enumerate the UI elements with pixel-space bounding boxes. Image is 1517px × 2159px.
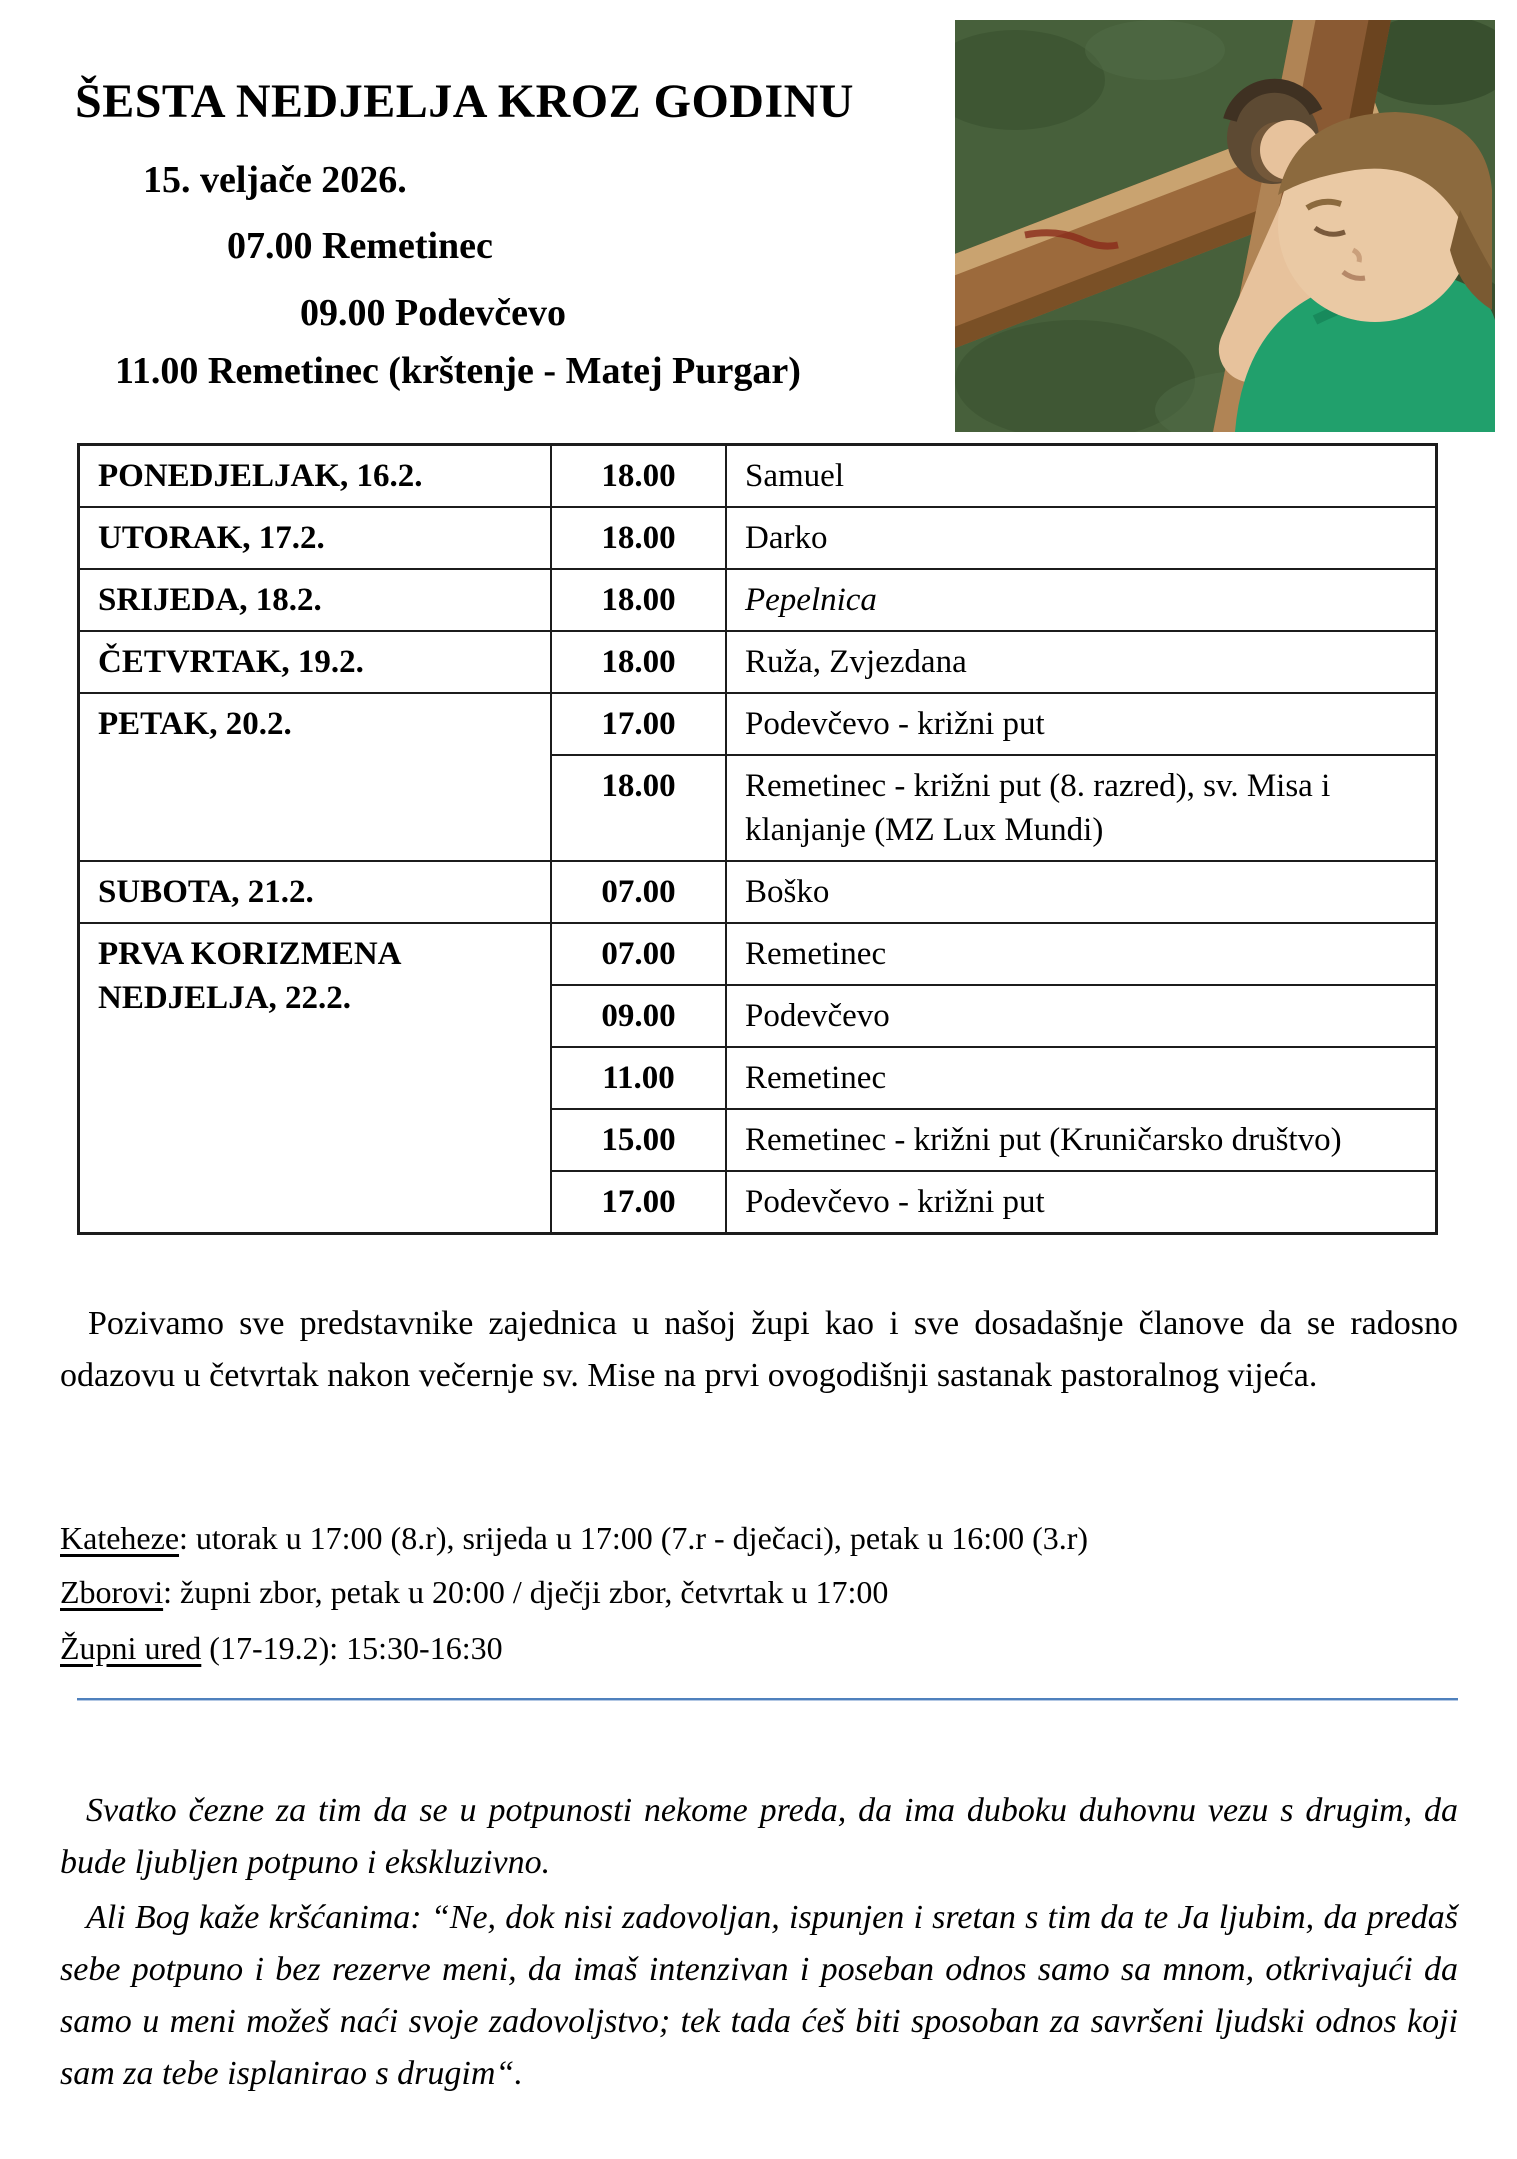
time-cell: 18.00 [551, 445, 726, 508]
choirs-line [60, 1572, 888, 1612]
time-cell: 18.00 [551, 569, 726, 631]
description-cell: Podevčevo [726, 985, 1437, 1047]
catechesis-line [60, 1518, 1088, 1558]
description-cell: Remetinec - križni put (Kruničarsko društvo) [726, 1109, 1437, 1171]
description-cell: Darko [726, 507, 1437, 569]
description-cell: Podevčevo - križni put [726, 693, 1437, 755]
parish-office-text: (17-19.2): 15:30-16:30 [201, 1630, 503, 1666]
section-divider [77, 1698, 1458, 1701]
table-row [79, 507, 1437, 569]
description-cell: Remetinec [726, 1047, 1437, 1109]
day-cell: SRIJEDA, 18.2. [79, 569, 552, 631]
table-row [79, 693, 1437, 755]
mass-time-2: 09.00 Podevčevo [300, 292, 566, 334]
reflection-paragraph-1: Svatko čezne za tim da se u potpunosti nekome preda, da ima duboku duhovnu vezu s drugim, da bude ljubljen potpuno i ekskluzivno. [60, 1792, 1458, 1881]
table-row [79, 569, 1437, 631]
day-cell: PETAK, 20.2. [79, 693, 552, 861]
crucifix-photo [955, 20, 1495, 432]
choirs-text: : župni zbor, petak u 20:00 / dječji zbor, četvrtak u 17:00 [163, 1574, 889, 1610]
description-cell: Boško [726, 861, 1437, 923]
time-cell: 09.00 [551, 985, 726, 1047]
description-cell: Pepelnica [726, 569, 1437, 631]
parish-office-label: Župni ured [60, 1630, 202, 1666]
table-row [79, 861, 1437, 923]
catechesis-text: : utorak u 17:00 (8.r), srijeda u 17:00 (7.r - dječaci), petak u 16:00 (3.r) [179, 1520, 1089, 1556]
crucifix-photo-graphic [955, 20, 1495, 432]
time-cell: 18.00 [551, 755, 726, 861]
mass-time-3: 11.00 Remetinec (krštenje - Matej Purgar) [115, 350, 801, 392]
time-cell: 17.00 [551, 1171, 726, 1234]
time-cell: 07.00 [551, 861, 726, 923]
mass-schedule-table [77, 443, 1438, 1235]
page-title: ŠESTA NEDJELJA KROZ GODINU [75, 75, 854, 128]
parish-office-line [60, 1628, 503, 1668]
description-cell: Podevčevo - križni put [726, 1171, 1437, 1234]
day-cell: PONEDJELJAK, 16.2. [79, 445, 552, 508]
day-cell: ČETVRTAK, 19.2. [79, 631, 552, 693]
table-row [79, 923, 1437, 985]
day-cell: UTORAK, 17.2. [79, 507, 552, 569]
time-cell: 11.00 [551, 1047, 726, 1109]
choirs-label: Zborovi [60, 1574, 164, 1610]
schedule-table-body [79, 445, 1437, 1234]
description-cell: Samuel [726, 445, 1437, 508]
time-cell: 07.00 [551, 923, 726, 985]
day-cell: SUBOTA, 21.2. [79, 861, 552, 923]
table-row [79, 631, 1437, 693]
description-cell: Remetinec [726, 923, 1437, 985]
table-row [79, 445, 1437, 508]
reflection-paragraph-2: Ali Bog kaže kršćanima: “Ne, dok nisi zadovoljan, ispunjen i sretan s tim da te Ja ljubim, da predaš sebe potpuno i bez rezerve meni, da imaš intenzivan i poseban odnos samo sa mnom, otkrivajući da samo u meni možeš naći svoje zadovoljstvo; tek tada ćeš biti sposoban za savršeni ljudski odnos koji sam za tebe isplanirao s drugim“. [60, 1899, 1458, 2092]
date-line: 15. veljače 2026. [143, 159, 407, 201]
time-cell: 15.00 [551, 1109, 726, 1171]
time-cell: 17.00 [551, 693, 726, 755]
mass-time-1: 07.00 Remetinec [227, 225, 493, 267]
time-cell: 18.00 [551, 507, 726, 569]
time-cell: 18.00 [551, 631, 726, 693]
day-cell: PRVA KORIZMENA NEDJELJA, 22.2. [79, 923, 552, 1234]
description-cell: Ruža, Zvjezdana [726, 631, 1437, 693]
pastoral-council-announcement: Pozivamo sve predstavnike zajednica u našoj župi kao i sve dosadašnje članove da se radosno odazovu u četvrtak nakon večernje sv. Mise na prvi ovogodišnji sastanak pastoralnog vijeća. [60, 1305, 1458, 1394]
catechesis-label: Kateheze [60, 1520, 180, 1556]
description-cell: Remetinec - križni put (8. razred), sv. Misa i klanjanje (MZ Lux Mundi) [726, 755, 1437, 861]
